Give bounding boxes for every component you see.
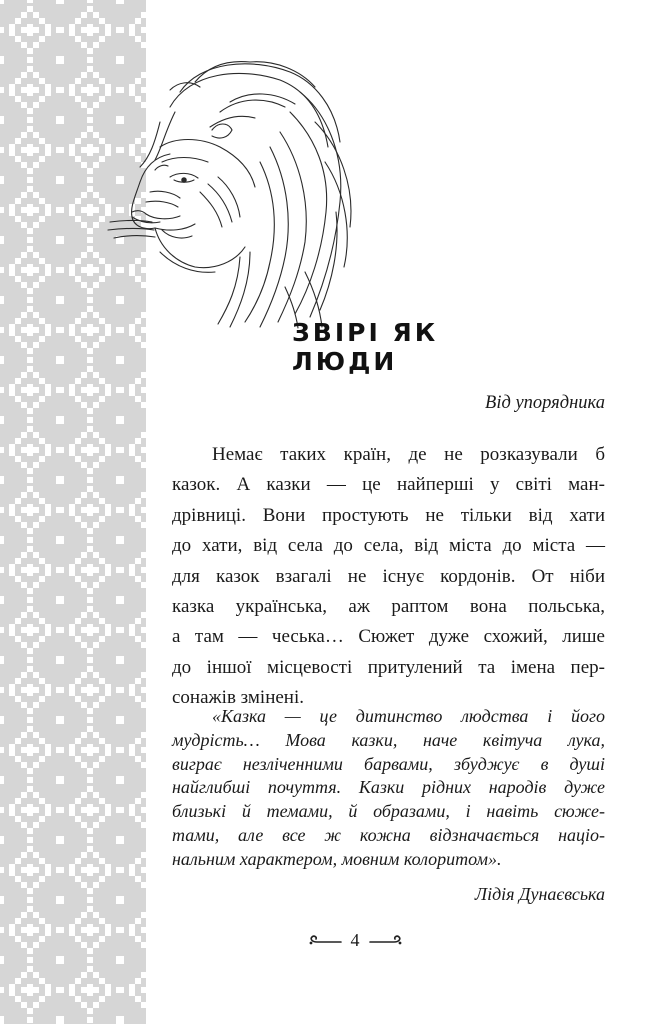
quote-author: Лідія Дунаєвська	[474, 884, 605, 904]
quote-line: «Казка — це дитинство людства і його	[212, 706, 605, 726]
quote-line: тами, але все ж кожна відзначається націо-	[172, 824, 605, 845]
body-line: до хати, від села до села, від міста до міста —	[172, 535, 605, 557]
body-line: до іншої місцевості притулений та імена пер-	[172, 656, 605, 678]
subtitle: Від упорядника	[485, 393, 605, 413]
page-folio	[300, 928, 410, 952]
body-paragraph	[172, 440, 605, 714]
quote-line: найглибші почуття. Казки рідних народів дуже	[172, 777, 605, 798]
body-line: казка українська, аж раптом вона польська,	[172, 596, 605, 618]
body-line: дрівниці. Вони простують не тільки від хати	[172, 504, 605, 526]
body-line: для казок взагалі не існує кордонів. От ніби	[172, 565, 605, 587]
body-line: казок. А казки — це найперші у світі ман-	[172, 474, 605, 496]
right-flourish-icon	[368, 933, 404, 947]
page-title: ЗВІРІ ЯК ЛЮДИ	[292, 318, 439, 376]
body-line: а там — чеська… Сюжет дуже схожий, лише	[172, 626, 605, 648]
epigraph-quote	[172, 705, 605, 872]
body-line: сонажів змінені.	[172, 687, 304, 709]
lion-illustration	[100, 52, 362, 332]
page-number: 4	[350, 929, 360, 950]
quote-line: виграє незліченними барвами, збуджує в душі	[172, 753, 605, 774]
body-line: Немає таких країн, де не розказували б	[212, 444, 605, 465]
lion-head-icon	[100, 52, 362, 332]
left-flourish-icon	[307, 933, 343, 947]
quote-line: нальним характером, мовним колоритом».	[172, 848, 502, 869]
quote-line: близькі й темами, й образами, і навіть сюже-	[172, 801, 605, 822]
quote-line: мудрість… Мова казки, наче квітуча лука,	[172, 729, 605, 750]
